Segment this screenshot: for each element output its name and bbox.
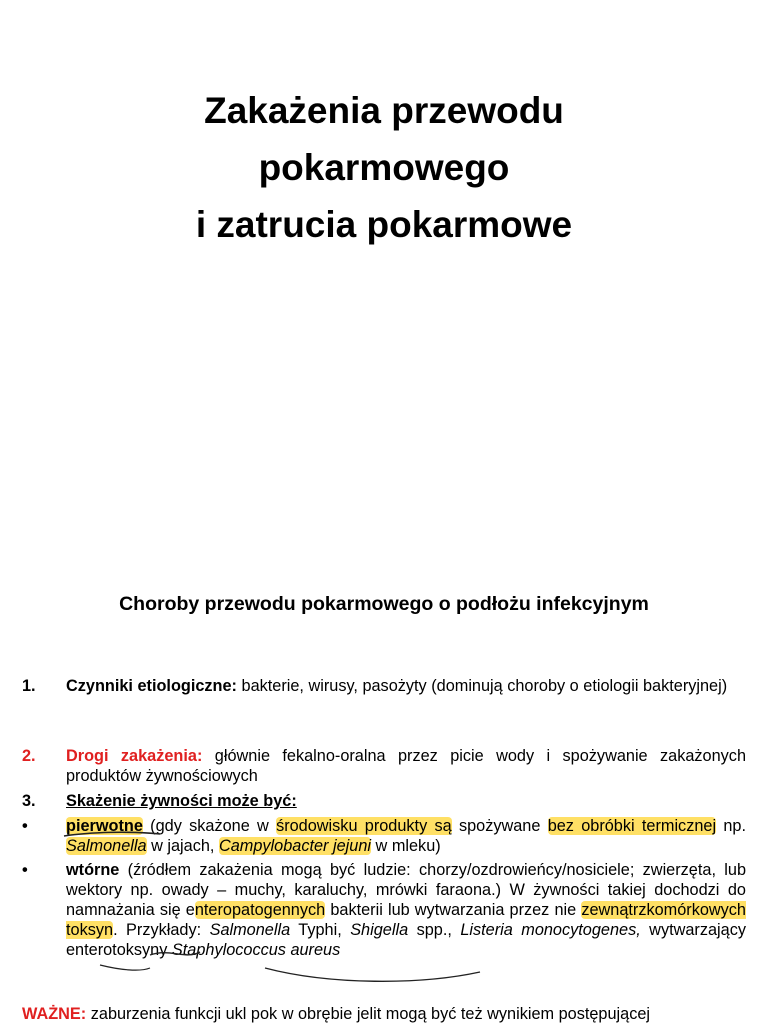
species-name: Campylobacter jejuni [218, 837, 372, 855]
item-label: Skażenie żywności może być: [66, 792, 297, 810]
bullet-text: (źródłem zakażenia mogą być ludzie: chorzy/ozdrowieńcy/nosiciele; zwierzęta, lub wektory np. owady – muchy, karaluchy, mrówki faraona.) W żywności takiej dochodzi do namnażania się e [66, 861, 746, 919]
highlighted-text: zewnątrzkomórkowych toksyn [66, 901, 746, 939]
bullet-marker: • [22, 817, 28, 835]
list-number: 1. [22, 677, 36, 695]
item-text: bakterie, wirusy, pasożyty (dominują choroby o etiologii bakteryjnej) [236, 677, 728, 695]
title-line-3: i zatrucia pokarmowe [195, 204, 573, 245]
bullet-text: wytwarzający enterotoksyny [66, 921, 746, 959]
bullet-text: (gdy skażone w [142, 817, 277, 835]
title-line-2: pokarmowego [258, 147, 510, 188]
bullet-text: . Przykłady: [113, 921, 210, 939]
list-item-contamination [22, 791, 746, 811]
species-name: Listeria monocytogenes, [460, 921, 641, 939]
species-name: Salmonella [66, 837, 147, 855]
item-text: głównie fekalno-oralna przez picie wody i spożywanie zakażonych produktów żywnościowych [66, 747, 746, 785]
item-label: Drogi zakażenia: [66, 747, 203, 765]
bullet-text: np. [716, 817, 746, 835]
bullet-primary [22, 816, 746, 856]
species-name: Salmonella [209, 921, 291, 939]
species-name: Staphylococcus aureus [171, 941, 341, 959]
bullet-text: w mleku) [371, 837, 441, 855]
important-text: zaburzenia funkcji ukl pok w obrębie jelit mogą być też wynikiem postępującej [86, 1005, 651, 1023]
scribble-mark [100, 965, 150, 970]
underline-mark [265, 968, 480, 981]
highlighted-text: nteropatogennych [194, 901, 326, 919]
page-title [0, 82, 768, 253]
list-item-etiology [22, 676, 746, 696]
bullet-text: w jajach, [146, 837, 219, 855]
bullet-text: bakterii lub wytwarzania przez nie [325, 901, 582, 919]
bullet-text: Typhi, [290, 921, 351, 939]
list-number: 3. [22, 792, 36, 810]
species-name: Shigella [350, 921, 409, 939]
highlighted-text: bez obróbki termicznej [547, 817, 717, 835]
highlighted-text: środowisku produkty są [276, 817, 452, 835]
section-heading: Choroby przewodu pokarmowego o podłożu infekcyjnym [119, 593, 649, 615]
bullet-text: spożywane [451, 817, 548, 835]
bullet-secondary [22, 860, 746, 960]
title-line-1: Zakażenia przewodu [204, 90, 564, 131]
term-secondary: wtórne [66, 861, 120, 879]
important-note [22, 1004, 746, 1024]
bullet-marker: • [22, 861, 28, 879]
bullet-text: spp., [408, 921, 461, 939]
item-label: Czynniki etiologiczne: [66, 677, 237, 695]
important-label: WAŻNE: [22, 1005, 87, 1023]
list-number: 2. [22, 747, 36, 765]
list-item-infection-routes [22, 746, 746, 786]
term-primary: pierwotne [66, 817, 143, 835]
